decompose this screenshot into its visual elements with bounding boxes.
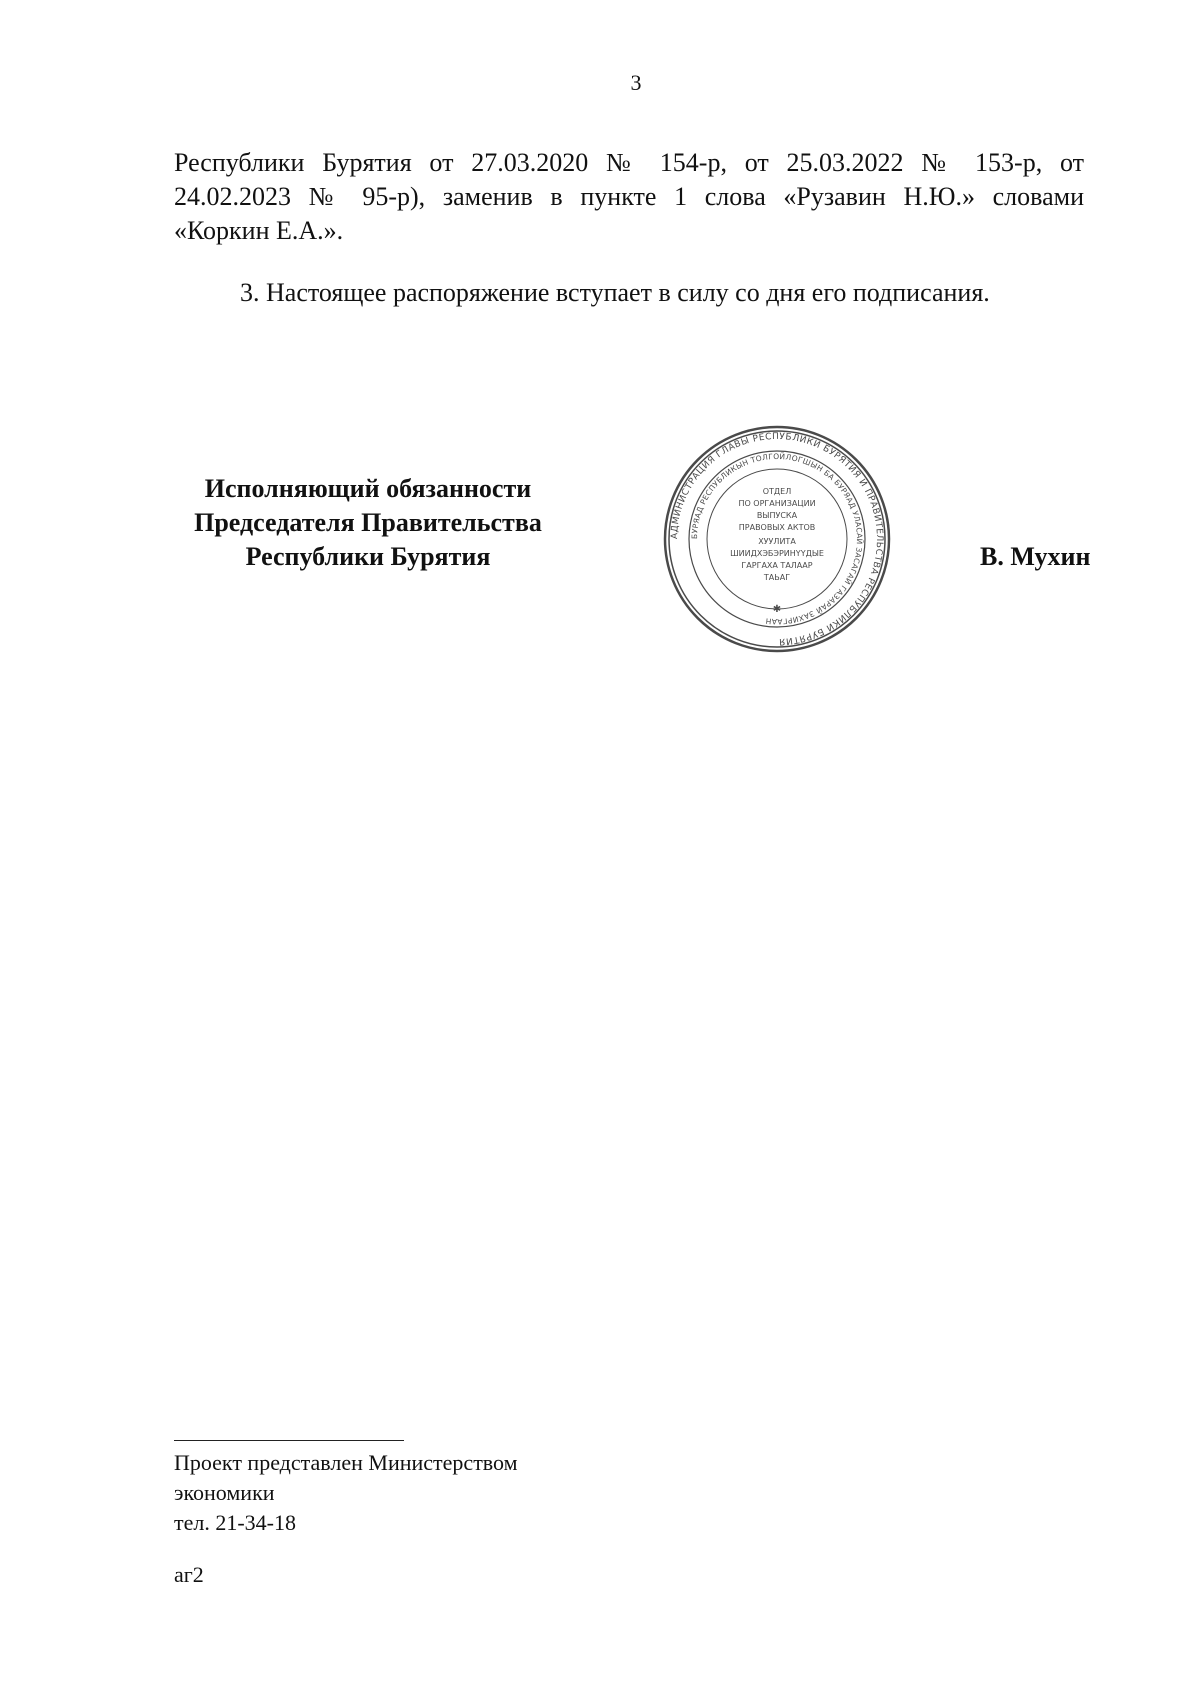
stamp-center-line: ШИИДХЭБЭРИНҮҮДЫЕ (730, 549, 824, 558)
stamp-center-line: ГАРГАХА ТАЛААР (741, 561, 813, 570)
signer-position-line: Исполняющий обязанности (204, 474, 532, 503)
signer-position-line: Республики Бурятия (245, 542, 491, 571)
stamp-center-line: ПРАВОВЫХ АКТОВ (738, 523, 816, 532)
stamp-center-line: ПО ОРГАНИЗАЦИИ (738, 499, 816, 508)
body-line: Республики Бурятия от 27.03.2020 № 154-р, от 25.03.2022 № 153-р, от (174, 148, 1084, 177)
document-code: аг2 (174, 1562, 204, 1587)
page-number: 3 (630, 70, 642, 95)
footnote-line: Проект представлен Министерством (174, 1450, 518, 1475)
footnote-divider (174, 1440, 404, 1441)
footnote-line: экономики (174, 1480, 275, 1505)
stamp-star-icon: ✱ (772, 604, 782, 615)
footnote (174, 1448, 518, 1538)
stamp-center-line: ВЫПУСКА (756, 511, 798, 520)
signer-name: В. Мухин (980, 542, 1091, 571)
official-seal-stamp (662, 424, 892, 654)
stamp-outer-text: АДМИНИСТРАЦИЯ ГЛАВЫ РЕСПУБЛИКИ БУРЯТИЯ И ПРАВИТЕЛЬСТВА РЕСПУБЛИКИ БУРЯТИЯ (669, 431, 885, 647)
stamp-center-line: ХУУЛИТА (758, 537, 796, 546)
stamp-center-line: ТАЬАГ (763, 573, 791, 582)
signer-position-line: Председателя Правительства (194, 508, 542, 537)
body-continuation-paragraph (174, 146, 1084, 248)
stamp-center-line: ОТДЕЛ (762, 487, 792, 496)
body-line: 24.02.2023 № 95-р), заменив в пункте 1 слова «Рузавин Н.Ю.» словами (174, 182, 1084, 211)
item-3-paragraph: 3. Настоящее распоряжение вступает в силу со дня его подписания. (240, 278, 990, 307)
body-line: «Коркин Е.А.». (174, 216, 344, 245)
footnote-line: тел. 21-34-18 (174, 1510, 297, 1535)
signer-position (168, 472, 568, 574)
stamp-inner-ring-text: БУРЯАД РЕСПУБЛИКЫН ТОЛГОЙЛОГШЫН БА БУРЯАД УЛАСАЙ ЗАСАГАЙ ГАЗАРАЙ ЗАХИРГААН (689, 451, 865, 627)
